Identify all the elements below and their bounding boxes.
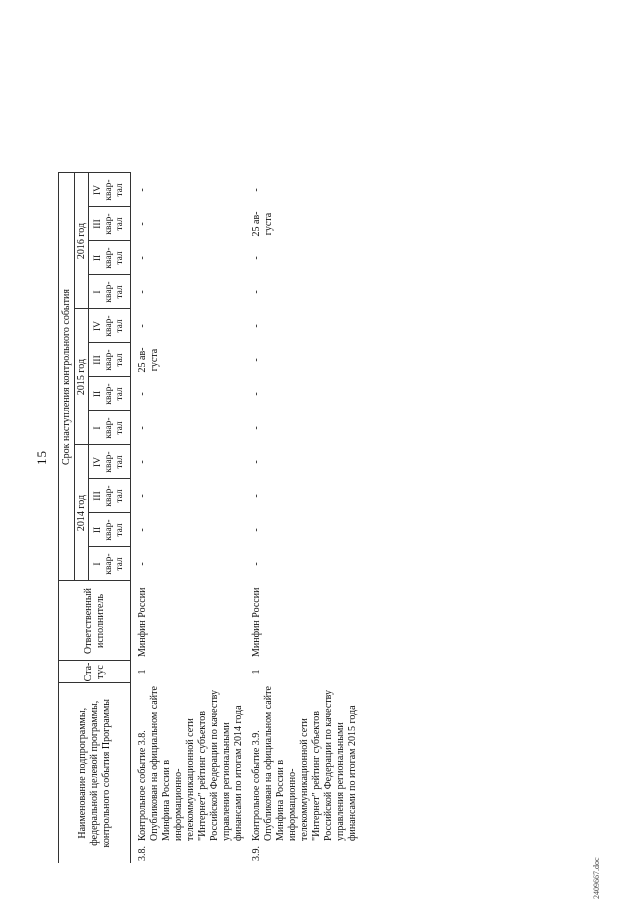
page-number: 15 bbox=[34, 450, 49, 465]
header-responsible: Ответственный исполнитель bbox=[59, 581, 131, 661]
header-quarter-l1: квар- bbox=[104, 383, 115, 405]
header-quarter-l1: квар- bbox=[104, 519, 115, 541]
header-quarter bbox=[89, 547, 131, 581]
quarter-cell: - bbox=[251, 324, 262, 328]
header-quarter bbox=[89, 309, 131, 343]
header-quarter-roman: II bbox=[93, 254, 104, 262]
header-quarter-l1: квар- bbox=[104, 281, 115, 303]
header-quarter-l2: тал bbox=[114, 557, 125, 571]
row-responsible: Минфин России bbox=[251, 587, 262, 657]
row-number: 3.9. bbox=[251, 846, 262, 861]
header-quarter-roman: IV bbox=[93, 456, 104, 468]
quarter-cell: - bbox=[251, 256, 262, 260]
header-quarter bbox=[89, 377, 131, 411]
row-status: 1 bbox=[251, 669, 262, 675]
header-year-2014: 2014 год bbox=[75, 445, 89, 581]
quarter-cell: - bbox=[251, 358, 262, 362]
header-quarter-l2: тал bbox=[114, 455, 125, 469]
header-quarter-l1: квар- bbox=[104, 315, 115, 337]
header-quarter-l1: квар- bbox=[104, 417, 115, 439]
quarter-cell: - bbox=[251, 426, 262, 430]
header-quarter-l1: квар- bbox=[104, 485, 115, 507]
header-quarter-roman: II bbox=[93, 390, 104, 398]
header-year-2015: 2015 год bbox=[75, 309, 89, 445]
header-quarter-roman: II bbox=[93, 526, 104, 534]
header-quarter bbox=[89, 479, 131, 513]
header-quarter-roman: III bbox=[93, 491, 104, 501]
quarter-cell: - bbox=[251, 494, 262, 498]
header-quarter-l2: тал bbox=[114, 387, 125, 401]
header-quarter bbox=[89, 207, 131, 241]
header-quarter-l2: тал bbox=[114, 421, 125, 435]
quarter-cell: - bbox=[251, 188, 262, 192]
row-name: Контрольное событие 3.9. Опубликован на официальном сайте Минфина России в информационно-телекоммуникационной сети "Интернет" рейтинг субъектов Российской Федерации по качеству управления региональными финансами по итогам 2015 года bbox=[251, 686, 358, 841]
header-quarter-roman: I bbox=[93, 426, 104, 430]
header-status-bottom: тус bbox=[94, 665, 106, 679]
header-quarter bbox=[89, 241, 131, 275]
row-responsible: Минфин России bbox=[137, 587, 148, 657]
header-quarter-l2: тал bbox=[114, 353, 125, 367]
header-deadline: Срок наступления контрольного события bbox=[59, 173, 75, 581]
header-year-2016: 2016 год bbox=[75, 173, 89, 309]
header-status-top: Ста- bbox=[82, 662, 94, 682]
row-status: 1 bbox=[137, 669, 148, 675]
header-quarter bbox=[89, 411, 131, 445]
header-quarter-l2: тал bbox=[114, 183, 125, 197]
header-quarter-l2: тал bbox=[114, 489, 125, 503]
header-quarter-roman: IV bbox=[93, 320, 104, 332]
quarter-cell: - bbox=[137, 324, 148, 328]
header-quarter-l1: квар- bbox=[104, 179, 115, 201]
control-events-table bbox=[58, 173, 359, 864]
quarter-cell: - bbox=[251, 528, 262, 532]
header-quarter-l1: квар- bbox=[104, 553, 115, 575]
quarter-cell: - bbox=[137, 460, 148, 464]
header-quarter-l2: тал bbox=[114, 251, 125, 265]
table-row bbox=[245, 173, 359, 863]
row-name: Контрольное событие 3.8. Опубликован на официальном сайте Минфина России в информационно-телекоммуникационной сети "Интернет" рейтинг субъектов Российской Федерации по качеству управления региональными финансами по итогам 2014 года bbox=[137, 686, 244, 841]
header-quarter-roman: III bbox=[93, 219, 104, 229]
quarter-cell: - bbox=[251, 392, 262, 396]
quarter-cell: 25 ав- густа bbox=[251, 211, 274, 237]
header-quarter-l2: тал bbox=[114, 285, 125, 299]
header-quarter-roman: I bbox=[93, 562, 104, 566]
quarter-cell: - bbox=[137, 290, 148, 294]
quarter-cell: - bbox=[137, 256, 148, 260]
header-status bbox=[59, 661, 131, 683]
header-quarter bbox=[89, 513, 131, 547]
quarter-cell: - bbox=[251, 562, 262, 566]
header-quarter-l2: тал bbox=[114, 523, 125, 537]
header-quarter bbox=[89, 343, 131, 377]
footer-doc-id: 2409667.doc bbox=[592, 857, 601, 899]
quarter-cell: - bbox=[137, 562, 148, 566]
header-quarter-l1: квар- bbox=[104, 349, 115, 371]
header-quarter bbox=[89, 445, 131, 479]
header-quarter-l2: тал bbox=[114, 319, 125, 333]
quarter-cell: - bbox=[137, 528, 148, 532]
quarter-cell: - bbox=[137, 494, 148, 498]
header-quarter-l1: квар- bbox=[104, 247, 115, 269]
header-name: Наименование подпрограммы, федеральной целевой программы, контрольного события Программы bbox=[59, 683, 131, 863]
table-row bbox=[131, 173, 246, 863]
header-quarter bbox=[89, 275, 131, 309]
quarter-cell: - bbox=[251, 290, 262, 294]
header-quarter-roman: I bbox=[93, 290, 104, 294]
header-quarter-l1: квар- bbox=[104, 451, 115, 473]
header-quarter bbox=[89, 173, 131, 207]
row-number: 3.8. bbox=[137, 846, 148, 861]
quarter-cell: 25 ав- густа bbox=[137, 347, 160, 373]
quarter-cell: - bbox=[137, 392, 148, 396]
header-quarter-l1: квар- bbox=[104, 213, 115, 235]
header-quarter-roman: IV bbox=[93, 184, 104, 196]
header-quarter-roman: III bbox=[93, 355, 104, 365]
quarter-cell: - bbox=[251, 460, 262, 464]
header-quarter-l2: тал bbox=[114, 217, 125, 231]
quarter-cell: - bbox=[137, 222, 148, 226]
quarter-cell: - bbox=[137, 188, 148, 192]
quarter-cell: - bbox=[137, 426, 148, 430]
